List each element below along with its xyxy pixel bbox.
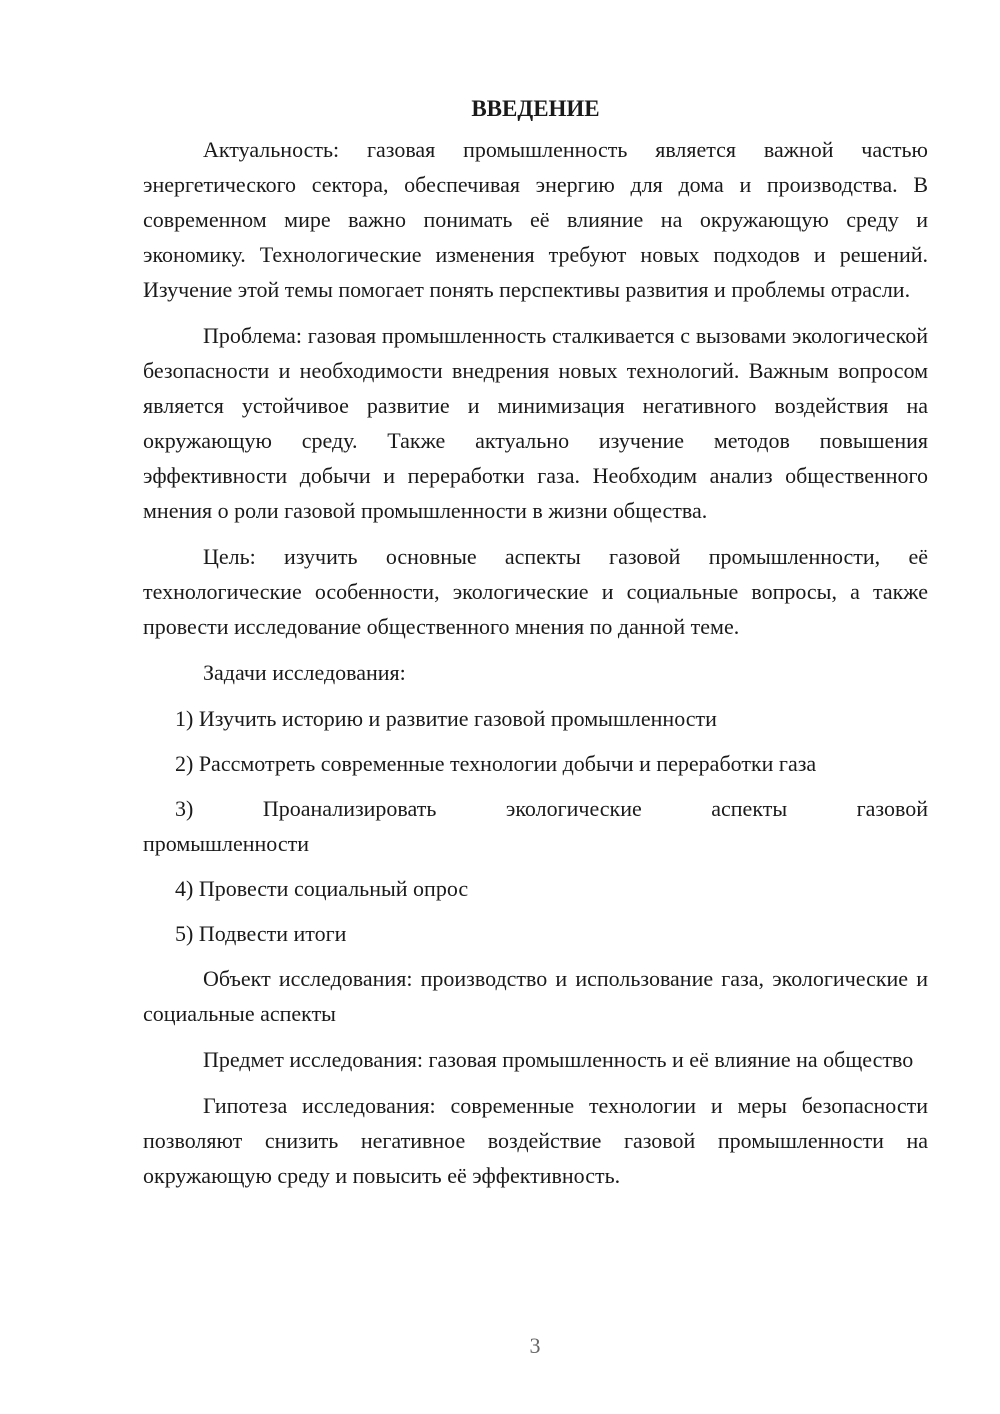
paragraph-subject: Предмет исследования: газовая промышленность и её влияние на общество	[203, 1047, 914, 1072]
task-item: 5) Подвести итоги	[175, 921, 347, 946]
page-number: 3	[529, 1333, 541, 1358]
task-item: 4) Провести социальный опрос	[175, 876, 469, 901]
paragraph-object: Объект исследования: производство и использование газа, экологические и социальные аспекты	[143, 966, 928, 1026]
task-item: 2) Рассмотреть современные технологии добычи и переработки газа	[175, 751, 817, 776]
document-page	[143, 92, 928, 1204]
task-item: 3) Проанализировать экологические аспекты газовой промышленности	[143, 796, 928, 856]
tasks-heading: Задачи исследования:	[203, 660, 406, 685]
section-title: ВВЕДЕНИЕ	[471, 96, 600, 121]
task-item: 1) Изучить историю и развитие газовой промышленности	[175, 706, 717, 731]
paragraph-hypothesis: Гипотеза исследования: современные технологии и меры безопасности позволяют снизить негативное воздействие газовой промышленности на окружающую среду и повысить её эффективность.	[143, 1093, 928, 1188]
paragraph-relevance: Актуальность: газовая промышленность является важной частью энергетического сектора, обеспечивая энергию для дома и производства. В современном мире важно понимать её влияние на окружающую среду и экономику. Технологические изменения требуют новых подходов и решений. Изучение этой темы помогает понять перспективы развития и проблемы отрасли.	[143, 137, 928, 302]
paragraph-problem: Проблема: газовая промышленность сталкивается с вызовами экологической безопасности и необходимости внедрения новых технологий. Важным вопросом является устойчивое развитие и минимизация негативного воздействия на окружающую среду. Также актуально изучение методов повышения эффективности добычи и переработки газа. Необходим анализ общественного мнения о роли газовой промышленности в жизни общества.	[143, 323, 928, 523]
paragraph-goal: Цель: изучить основные аспекты газовой промышленности, её технологические особенности, экологические и социальные вопросы, а также провести исследование общественного мнения по данной теме.	[143, 544, 928, 639]
